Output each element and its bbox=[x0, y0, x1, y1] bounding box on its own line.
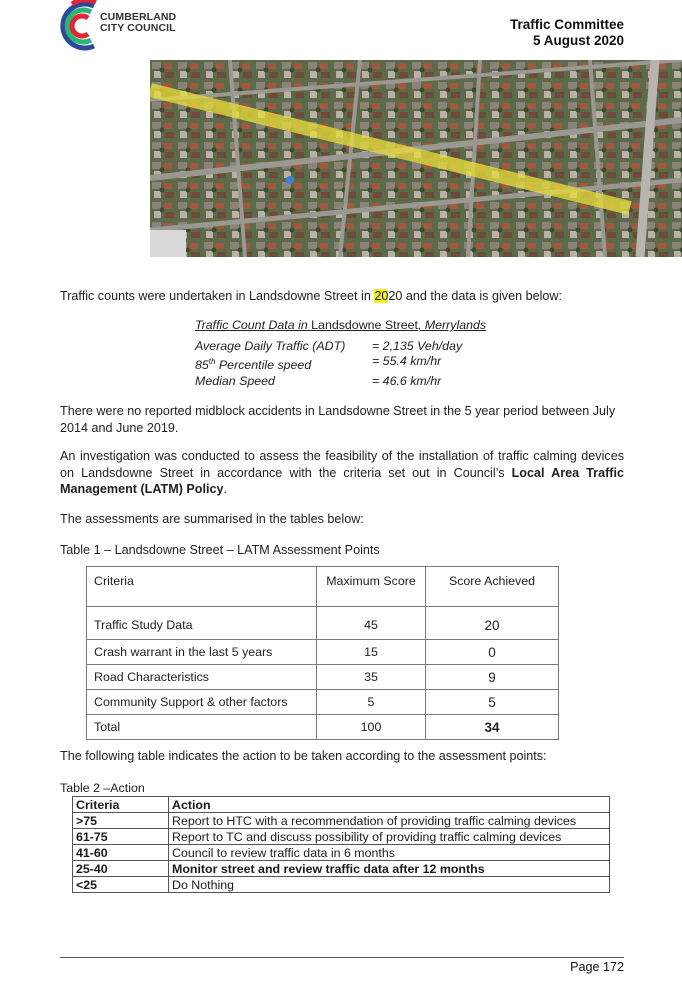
document-header bbox=[510, 17, 624, 49]
table-row: Community Support & other factors 5 5 bbox=[87, 690, 559, 715]
footer-divider bbox=[60, 957, 624, 958]
table2-caption: Table 2 –Action bbox=[60, 781, 145, 795]
page-number: Page 172 bbox=[570, 960, 624, 974]
meeting-date: 5 August 2020 bbox=[532, 33, 624, 48]
following-paragraph: The following table indicates the action to be taken according to the assessment points: bbox=[60, 749, 547, 763]
action-table bbox=[72, 796, 610, 893]
assessment-points-table bbox=[86, 566, 559, 740]
table-row: Road Characteristics 35 9 bbox=[87, 665, 559, 690]
org-name: CUMBERLAND CITY COUNCIL bbox=[100, 11, 177, 34]
investigation-paragraph: An investigation was conducted to assess the feasibility of the installation of traffic calming devices on Landsdowne Street in accordance with the criteria set out in Council’s Local Area Traffic Management (LATM) Policy. bbox=[60, 449, 624, 496]
tcd-row-median: Median Speed = 46.6 km/hr bbox=[195, 373, 442, 388]
table-row: >75 Report to HTC with a recommendation of providing traffic calming devices bbox=[73, 813, 610, 829]
header-score-achieved: Score Achieved bbox=[426, 567, 559, 607]
tcd-row-85th: 85th Percentile speed = 55.4 km/hr bbox=[195, 354, 442, 373]
header-criteria: Criteria bbox=[87, 567, 317, 607]
aerial-map-image bbox=[150, 60, 682, 257]
table-row: Crash warrant in the last 5 years 15 0 bbox=[87, 640, 559, 665]
table-row: Traffic Study Data 45 20 bbox=[87, 607, 559, 640]
traffic-count-title: Traffic Count Data in Landsdowne Street, Merrylands bbox=[195, 318, 487, 332]
tcd-row-adt: Average Daily Traffic (ADT) = 2,135 Veh/day bbox=[195, 338, 463, 353]
total-row: Total 100 34 bbox=[87, 715, 559, 740]
table1-caption: Table 1 – Landsdowne Street – LATM Assessment Points bbox=[60, 543, 380, 557]
header-max-score: Maximum Score bbox=[317, 567, 426, 607]
table-row: 41-60 Council to review traffic data in 6 months bbox=[73, 845, 610, 861]
table-header-row: Criteria Action bbox=[73, 797, 610, 813]
table-row: 25-40 Monitor street and review traffic data after 12 months bbox=[73, 861, 610, 877]
table-header-row bbox=[87, 567, 559, 607]
table-row: <25 Do Nothing bbox=[73, 877, 610, 893]
committee-title: Traffic Committee bbox=[509, 17, 624, 32]
intro-paragraph: Traffic counts were undertaken in Landsdowne Street in 2020 and the data is given below: bbox=[60, 289, 562, 303]
summary-paragraph: The assessments are summarised in the tables below: bbox=[60, 512, 364, 526]
table-row: 61-75 Report to TC and discuss possibility of providing traffic calming devices bbox=[73, 829, 610, 845]
traffic-count-block bbox=[195, 318, 486, 389]
highlighted-text: 20 bbox=[374, 289, 389, 303]
accidents-paragraph: There were no reported midblock accidents in Landsdowne Street in the 5 year period between July 2014 and June 2019. bbox=[60, 404, 616, 435]
